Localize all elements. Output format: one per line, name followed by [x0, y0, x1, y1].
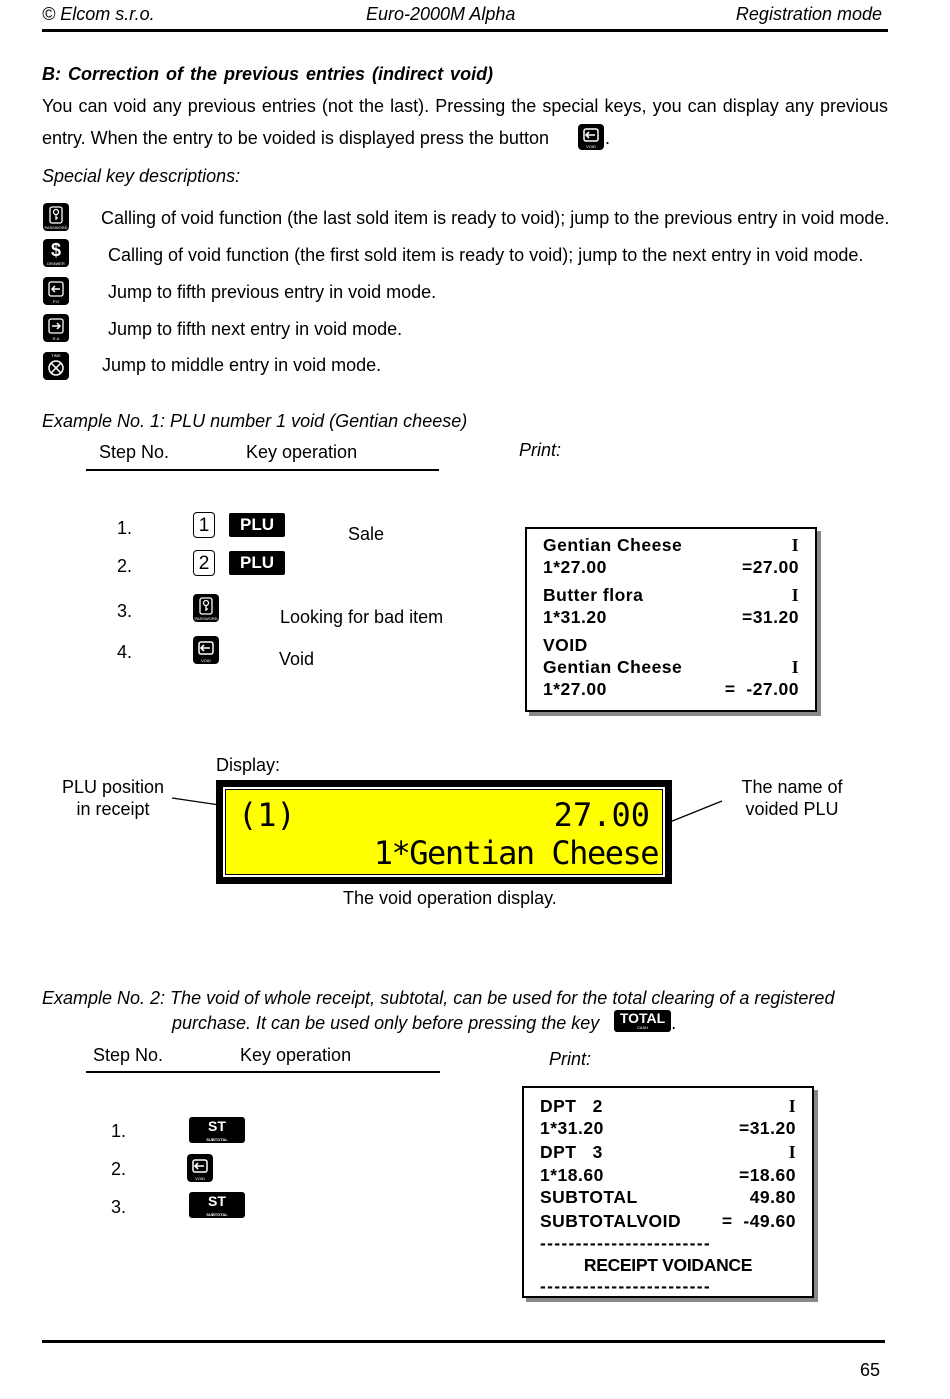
plu-position-label: PLU position in receipt — [61, 777, 165, 819]
example1-title: Example No. 1: PLU number 1 void (Gentian cheese) — [42, 411, 468, 431]
plu-key: PLU — [229, 513, 285, 537]
intro-line-1: You can void any previous entries (not the last). Pressing the special keys, you can display any previous — [42, 96, 888, 116]
receipt-line: VOID — [543, 635, 588, 655]
receipt-line: Gentian Cheese I — [543, 657, 799, 677]
header-model: Euro-2000M Alpha — [366, 4, 516, 24]
example2-table-rule — [86, 1071, 440, 1073]
arrow-left-icon: P.O — [43, 277, 69, 305]
example1-print-label: Print: — [519, 440, 562, 460]
receipt-line: DPT 3 I — [540, 1142, 796, 1162]
header-mode: Registration mode — [735, 4, 882, 24]
receipt-dashes: ------------------------ — [540, 1233, 712, 1253]
ex2-step-3: 3. — [111, 1197, 127, 1217]
special-key-desc-4: Jump to fifth next entry in void mode. — [108, 319, 403, 339]
void-key-icon: VOID — [578, 124, 604, 150]
header-company: © Elcom s.r.o. — [42, 4, 155, 24]
password-key-icon: PASSWORD — [193, 594, 219, 622]
example2-col-step: Step No. — [93, 1045, 164, 1065]
void-key-icon: VOID — [193, 636, 219, 664]
arrow-right-icon: R.A — [43, 314, 69, 342]
example2-print-label: Print: — [549, 1049, 592, 1069]
key-icon: PASSWORD — [43, 203, 69, 231]
voided-name-label: The name of voided PLU — [741, 777, 843, 819]
display-amount: 27.00 — [553, 796, 650, 834]
intro-end: . — [605, 128, 611, 148]
subtotal-key: ST SUBTOTAL — [189, 1117, 245, 1143]
display-position: (1) — [238, 796, 296, 834]
page-number: 65 — [860, 1360, 881, 1380]
time-icon: TIME — [43, 352, 69, 380]
receipt-line: Gentian Cheese I — [543, 535, 799, 555]
receipt-dashes: ------------------------ — [540, 1276, 712, 1296]
plu-key: PLU — [229, 551, 285, 575]
example2-title-end: . — [672, 1013, 678, 1033]
dollar-icon: $ DRAWER — [43, 239, 69, 267]
receipt-line: 1*31.20 =31.20 — [543, 607, 799, 627]
receipt-line: SUBTOTAL 49.80 — [540, 1187, 796, 1207]
intro-line-2: entry. When the entry to be voided is displayed press the button — [42, 128, 549, 148]
receipt-line: DPT 2 I — [540, 1096, 796, 1116]
special-key-desc-5: Jump to middle entry in void mode. — [102, 355, 382, 375]
ex1-note-sale: Sale — [348, 524, 385, 544]
section-title: B: Correction of the previous entries (indirect void) — [42, 64, 494, 84]
ex2-step-2: 2. — [111, 1159, 127, 1179]
receipt-line: 1*27.00 =27.00 — [543, 557, 799, 577]
ex1-note-void: Void — [279, 649, 315, 669]
receipt-line: 1*27.00 = -27.00 — [543, 679, 799, 699]
example1-col-step: Step No. — [99, 442, 170, 462]
footer-rule — [42, 1340, 885, 1343]
void-key-icon: VOID — [187, 1154, 213, 1182]
receipt-line: 1*18.60 =18.60 — [540, 1165, 796, 1185]
ex1-note-looking: Looking for bad item — [280, 607, 444, 627]
receipt-line: Butter flora I — [543, 585, 799, 605]
special-key-desc-2: Calling of void function (the first sold item is ready to void); jump to the next entry in void mode. — [108, 245, 864, 265]
special-keys-title: Special key descriptions: — [42, 166, 241, 186]
total-key: TOTAL CASH — [614, 1010, 671, 1032]
display-label: Display: — [216, 755, 281, 775]
subtotal-key: ST SUBTOTAL — [189, 1192, 245, 1218]
example2-col-key: Key operation — [240, 1045, 352, 1065]
ex1-step-1: 1. — [117, 518, 133, 538]
ex1-step-4: 4. — [117, 642, 133, 662]
example2-title-line2: purchase. It can be used only before pressing the key — [172, 1013, 600, 1033]
lcd-display — [216, 780, 672, 884]
example2-receipt — [522, 1086, 814, 1298]
receipt-line: 1*31.20 =31.20 — [540, 1118, 796, 1138]
display-caption: The void operation display. — [343, 888, 557, 908]
ex2-step-1: 1. — [111, 1121, 127, 1141]
receipt-line: SUBTOTALVOID = -49.60 — [540, 1211, 796, 1231]
special-key-desc-1: Calling of void function (the last sold item is ready to void); jump to the previous entry in void mode. — [101, 208, 890, 228]
ex1-step-3: 3. — [117, 601, 133, 621]
example2-title-line1: Example No. 2: The void of whole receipt, subtotal, can be used for the total clearing of a registered — [42, 988, 835, 1008]
number-key-1: 1 — [193, 512, 215, 538]
ex1-step-2: 2. — [117, 556, 133, 576]
receipt-voidance: RECEIPT VOIDANCE — [583, 1255, 753, 1275]
example1-col-key: Key operation — [246, 442, 358, 462]
display-item: 1*Gentian Cheese — [373, 834, 658, 872]
number-key-2: 2 — [193, 550, 215, 576]
special-key-desc-3: Jump to fifth previous entry in void mode. — [108, 282, 437, 302]
